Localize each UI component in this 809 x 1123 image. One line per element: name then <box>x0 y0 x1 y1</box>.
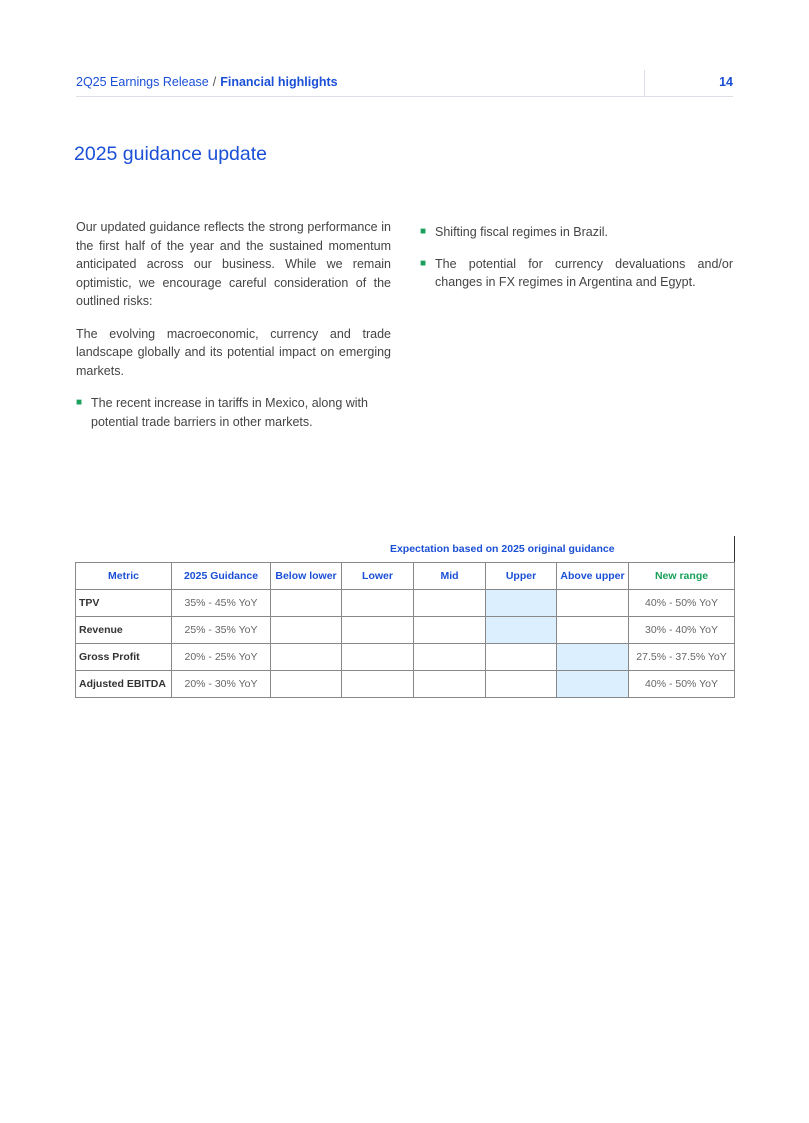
lower-cell <box>342 617 414 644</box>
mid-cell <box>414 671 486 698</box>
left-bullet-list <box>76 394 391 431</box>
expectation-group-header: Expectation based on 2025 original guidance <box>271 536 735 563</box>
bullet-icon: ■ <box>76 397 83 408</box>
below-lower-cell <box>271 671 342 698</box>
page-number: 14 <box>719 75 733 89</box>
empty-cell <box>172 536 271 563</box>
column-header-below-lower: Below lower <box>271 563 342 590</box>
list-item: ■ The recent increase in tariffs in Mexico, along with potential trade barriers in other markets. <box>76 396 368 429</box>
right-column <box>420 223 733 305</box>
list-item: ■ Shifting fiscal regimes in Brazil. <box>420 223 733 242</box>
right-bullet-list <box>420 223 733 292</box>
page-title: 2025 guidance update <box>74 143 268 165</box>
above-upper-cell <box>557 590 629 617</box>
guidance-cell: 25% - 35% YoY <box>172 617 271 644</box>
column-header-above-upper: Above upper <box>557 563 629 590</box>
table-row <box>76 644 735 671</box>
column-header-guidance: 2025 Guidance <box>172 563 271 590</box>
guidance-table <box>75 536 735 698</box>
lower-cell <box>342 644 414 671</box>
guidance-cell: 35% - 45% YoY <box>172 590 271 617</box>
upper-cell-highlight <box>486 590 557 617</box>
lower-cell <box>342 671 414 698</box>
metric-cell: Gross Profit <box>76 644 172 671</box>
above-upper-cell-highlight <box>557 671 629 698</box>
above-upper-cell-highlight <box>557 644 629 671</box>
upper-cell-highlight <box>486 617 557 644</box>
left-column <box>76 218 391 444</box>
column-header-upper: Upper <box>486 563 557 590</box>
column-header-mid: Mid <box>414 563 486 590</box>
new-range-cell: 40% - 50% YoY <box>629 671 735 698</box>
new-range-cell: 40% - 50% YoY <box>629 590 735 617</box>
upper-cell <box>486 644 557 671</box>
metric-cell: TPV <box>76 590 172 617</box>
below-lower-cell <box>271 590 342 617</box>
upper-cell <box>486 671 557 698</box>
mid-cell <box>414 590 486 617</box>
above-upper-cell <box>557 617 629 644</box>
group-header-row <box>76 536 735 563</box>
bullet-icon: ■ <box>420 226 427 237</box>
column-header-new-range: New range <box>629 563 735 590</box>
breadcrumb <box>76 75 338 89</box>
metric-cell: Revenue <box>76 617 172 644</box>
below-lower-cell <box>271 644 342 671</box>
mid-cell <box>414 644 486 671</box>
table-row <box>76 617 735 644</box>
metric-cell: Adjusted EBITDA <box>76 671 172 698</box>
new-range-cell: 30% - 40% YoY <box>629 617 735 644</box>
guidance-cell: 20% - 25% YoY <box>172 644 271 671</box>
bullet-icon: ■ <box>420 257 427 269</box>
breadcrumb-root[interactable]: 2Q25 Earnings Release <box>76 75 209 89</box>
breadcrumb-current[interactable]: Financial highlights <box>220 75 338 89</box>
page-header <box>76 70 733 97</box>
empty-cell <box>76 536 172 563</box>
header-row <box>76 563 735 590</box>
below-lower-cell <box>271 617 342 644</box>
column-header-lower: Lower <box>342 563 414 590</box>
new-range-cell: 27.5% - 37.5% YoY <box>629 644 735 671</box>
macro-paragraph: The evolving macroeconomic, currency and trade landscape globally and its potential impact on emerging markets. <box>76 326 391 378</box>
lower-cell <box>342 590 414 617</box>
table-row <box>76 590 735 617</box>
list-item: ■ The potential for currency devaluations and/or changes in FX regimes in Argentina and Egypt. <box>420 256 733 289</box>
table-row <box>76 671 735 698</box>
breadcrumb-separator: / <box>212 75 217 89</box>
header-divider <box>644 70 645 96</box>
intro-paragraph: Our updated guidance reflects the strong performance in the first half of the year and the sustained momentum anticipated across our business. While we remain optimistic, we encourage careful consideration of the outlined risks: <box>76 220 391 308</box>
guidance-cell: 20% - 30% YoY <box>172 671 271 698</box>
mid-cell <box>414 617 486 644</box>
column-header-metric: Metric <box>76 563 172 590</box>
